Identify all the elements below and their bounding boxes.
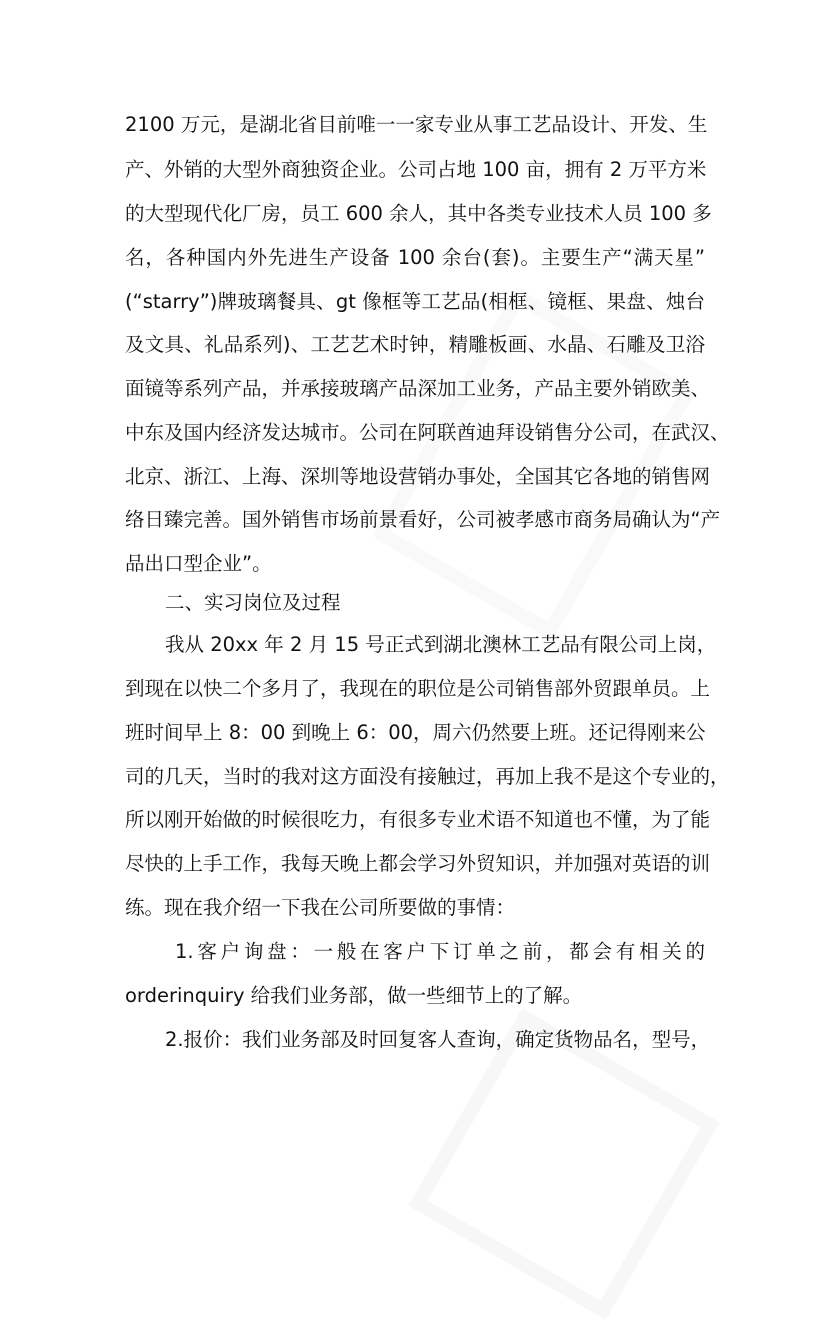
- text-line: 产、外销的大型外商独资企业。公司占地 100 亩，拥有 2 万平方米: [125, 158, 707, 181]
- watermark: [408, 1008, 719, 1319]
- text-line: orderinquiry 给我们业务部，做一些细节上的了解。: [125, 984, 583, 1007]
- text-line: 练。现在我介绍一下我在公司所要做的事情：: [125, 896, 516, 919]
- text-line: 我从 20xx 年 2 月 15 号正式到湖北澳林工艺品有限公司上岗，: [165, 633, 717, 656]
- text-line: 名，各种国内外先进生产设备 100 余台(套)。主要生产“满天星”: [125, 246, 705, 269]
- text-line: (“starry”)牌玻璃餐具、gt 像框等工艺品(相框、镜框、果盘、烛台: [125, 290, 705, 313]
- text-line: 面镜等系列产品，并承接玻璃产品深加工业务，产品主要外销欧美、: [125, 377, 711, 400]
- text-line: 及文具、礼品系列)、工艺艺术时钟，精雕板画、水晶、石雕及卫浴: [125, 333, 705, 356]
- text-line: 中东及国内经济发达城市。公司在阿联酋迪拜设销售分公司，在武汉、: [125, 421, 730, 444]
- text-line: 的大型现代化厂房，员工 600 余人，其中各类专业技术人员 100 多: [125, 202, 712, 225]
- text-line: 所以刚开始做的时候很吃力，有很多专业术语不知道也不懂，为了能: [125, 808, 711, 831]
- text-line: 品出口型企业”。: [125, 552, 272, 575]
- text-line: 尽快的上手工作，我每天晚上都会学习外贸知识，并加强对英语的训: [125, 852, 711, 875]
- text-line: 2100 万元，是湖北省目前唯一一家专业从事工艺品设计、开发、生: [125, 113, 708, 136]
- section-heading: 二、实习岗位及过程: [165, 591, 341, 614]
- text-line: 北京、浙江、上海、深圳等地设营销办事处，全国其它各地的销售网: [125, 465, 711, 488]
- list-item-inquiry: 1.客户询盘：一般在客户下订单之前，都会有相关的: [175, 940, 705, 963]
- text-line: 络日臻完善。国外销售市场前景看好，公司被孝感市商务局确认为“产: [125, 508, 721, 531]
- text-line: 到现在以快二个多月了，我现在的职位是公司销售部外贸跟单员。上: [125, 677, 711, 700]
- text-line: 司的几天，当时的我对这方面没有接触过，再加上我不是这个专业的，: [125, 765, 730, 788]
- text-line: 班时间早上 8：00 到晚上 6：00，周六仍然要上班。还记得刚来公: [125, 721, 706, 744]
- list-item-quotation: 2.报价：我们业务部及时回复客人查询，确定货物品名，型号，: [165, 1028, 711, 1051]
